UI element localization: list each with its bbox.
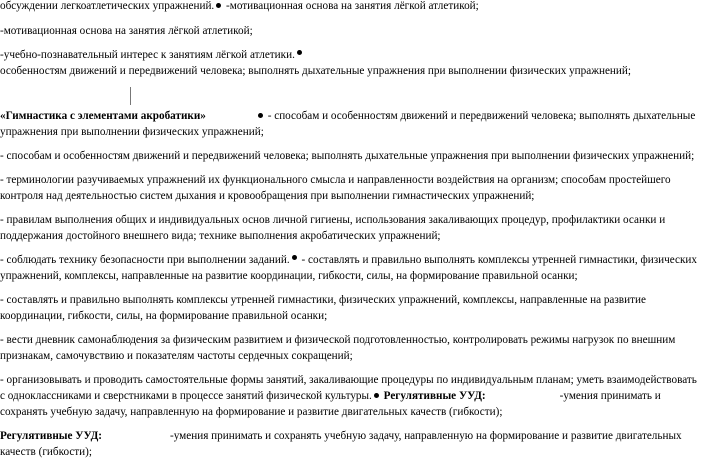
section-heading: Регулятивные УУД: bbox=[0, 430, 103, 442]
text-fragment: обсуждении легкоатлетических упражнений. bbox=[0, 0, 215, 12]
text-line bbox=[0, 388, 661, 404]
bullet-icon bbox=[292, 255, 297, 260]
text-line: координации, гибкости, силы, на формирование правильной осанки; bbox=[0, 310, 328, 322]
text-fragment: - соблюдать технику безопасности при выполнении заданий. bbox=[0, 254, 290, 266]
text-line: упражнений, комплексы, направленные на развитие координации, гибкости, силы, на формирование правильной осанки; bbox=[0, 270, 578, 282]
text-line: упражнения при выполнении физических упражнений; bbox=[0, 126, 264, 138]
text-line: - вести дневник самонаблюдения за физическим развитием и физической подготовленностью, контролировать режимы нагрузок по внешним bbox=[0, 334, 676, 346]
text-line: - организовывать и проводить самостоятельные формы занятий, закаливающие процедуры по индивидуальным планам; уметь взаимодействовать bbox=[0, 374, 697, 386]
text-line: качеств (гибкости); bbox=[0, 446, 92, 458]
section-heading: «Гимнастика с элементами акробатики» bbox=[0, 110, 206, 122]
text-fragment: -умения принимать и сохранять учебную задачу, направленную на формирование и развитие двигательных bbox=[170, 430, 682, 442]
bullet-icon bbox=[374, 393, 379, 398]
text-line: поддержания достойного внешнего вида; технике выполнения акробатических упражнений; bbox=[0, 230, 441, 242]
bullet-icon bbox=[258, 113, 263, 118]
text-line: сохранять учебную задачу, направленную на формирование и развитие двигательных качеств (гибкости); bbox=[0, 406, 503, 418]
text-line bbox=[0, 0, 479, 14]
text-line: - составлять и правильно выполнять комплексы утренней гимнастики, физических упражнений, комплексы, направленные на развитие bbox=[0, 294, 646, 306]
text-line bbox=[0, 428, 682, 444]
divider bbox=[130, 87, 131, 105]
text-line: - способам и особенностям движений и передвижений человека; выполнять дыхательные упражнения при выполнении физических упражнений; bbox=[0, 150, 695, 162]
text-fragment: - составлять и правильно выполнять комплексы утренней гимнастики, физических bbox=[298, 254, 697, 266]
text-line bbox=[0, 47, 304, 63]
text-line: - терминологии разучиваемых упражнений их функционального смысла и направленности воздействия на организм; способам простейшего bbox=[0, 174, 671, 186]
text-line bbox=[0, 108, 695, 124]
text-line: особенностям движений и передвижений человека; выполнять дыхательные упражнения при выполнении физических упражнений; bbox=[0, 65, 631, 77]
text-fragment: - способам и особенностям движений и передвижений человека; выполнять дыхательные bbox=[264, 110, 696, 122]
text-fragment: -учебно-познавательный интерес к занятиям лёгкой атлетики. bbox=[0, 49, 295, 61]
bullet-icon bbox=[297, 50, 302, 55]
text-line: - правилам выполнения общих и индивидуальных основ личной гигиены, использования закаливающих процедур, профилактики осанки и bbox=[0, 214, 666, 226]
text-line: контроля над деятельностью систем дыхания и кровообращения при выполнении гимнастических упражнений; bbox=[0, 190, 535, 202]
text-fragment: -умения принимать и bbox=[559, 390, 661, 402]
text-line: -мотивационная основа на занятия лёгкой атлетикой; bbox=[0, 25, 253, 37]
text-fragment: с одноклассниками и сверстниками в процессе занятий физической культуры. bbox=[0, 390, 372, 402]
bullet-icon bbox=[216, 3, 221, 8]
text-line bbox=[0, 252, 697, 268]
text-line: признакам, самочувствию и показателям частоты сердечных сокращений; bbox=[0, 350, 353, 362]
section-heading: Регулятивные УУД: bbox=[380, 390, 486, 402]
text-fragment: -мотивационная основа на занятия лёгкой атлетикой; bbox=[223, 0, 479, 12]
